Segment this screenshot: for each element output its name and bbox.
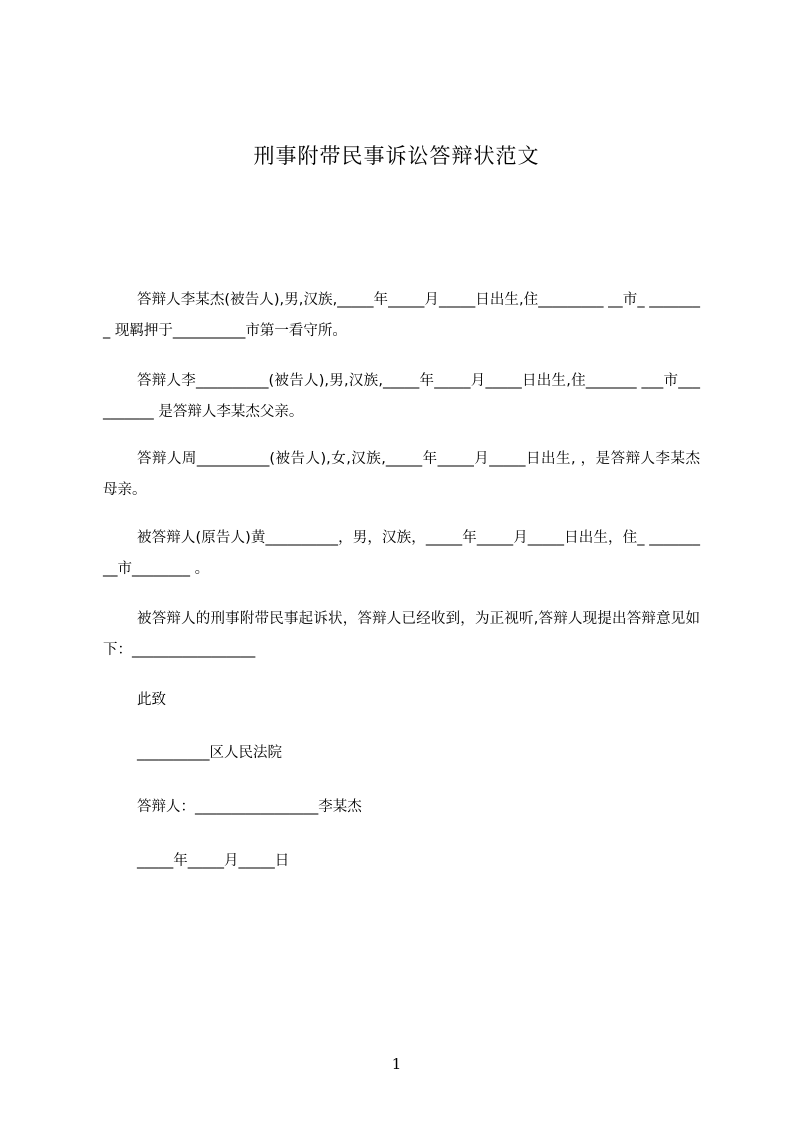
closing-salutation: 此致 <box>137 692 166 708</box>
paragraph-respondent-father: 答辩人李__________(被告人),男,汉族,_____年_____月_____日出生,住_______ ___市__________ 是答辩人李某杰父亲。 <box>103 373 700 420</box>
paragraph-plaintiff: 被答辩人(原告人)黄__________，男，汉族，_____年_____月_____日出生，住_ _________市________ 。 <box>103 530 700 577</box>
closing-respondent-signature: 答辩人：_________________李某杰 <box>137 799 362 815</box>
paragraph-respondent-mother: 答辩人周__________(被告人),女,汉族,_____年_____月_____日出生, ，是答辩人李某杰母亲。 <box>103 451 700 498</box>
page-number: 1 <box>391 1055 402 1073</box>
closing-date: _____年_____月_____日 <box>137 853 290 869</box>
closing-court: __________区人民法院 <box>137 745 282 761</box>
paragraph-defense-opinion: 被答辩人的刑事附带民事起诉状，答辩人已经收到，为正视听,答辩人现提出答辩意见如下：_________________ <box>103 611 700 658</box>
paragraph-respondent-li-moujie: 答辩人李某杰(被告人),男,汉族,_____年_____月_____日出生,住_________ __市_ ________ 现羁押于__________市第一看守所。 <box>103 292 700 339</box>
document-title: 刑事附带民事诉讼答辩状范文 <box>253 144 540 168</box>
